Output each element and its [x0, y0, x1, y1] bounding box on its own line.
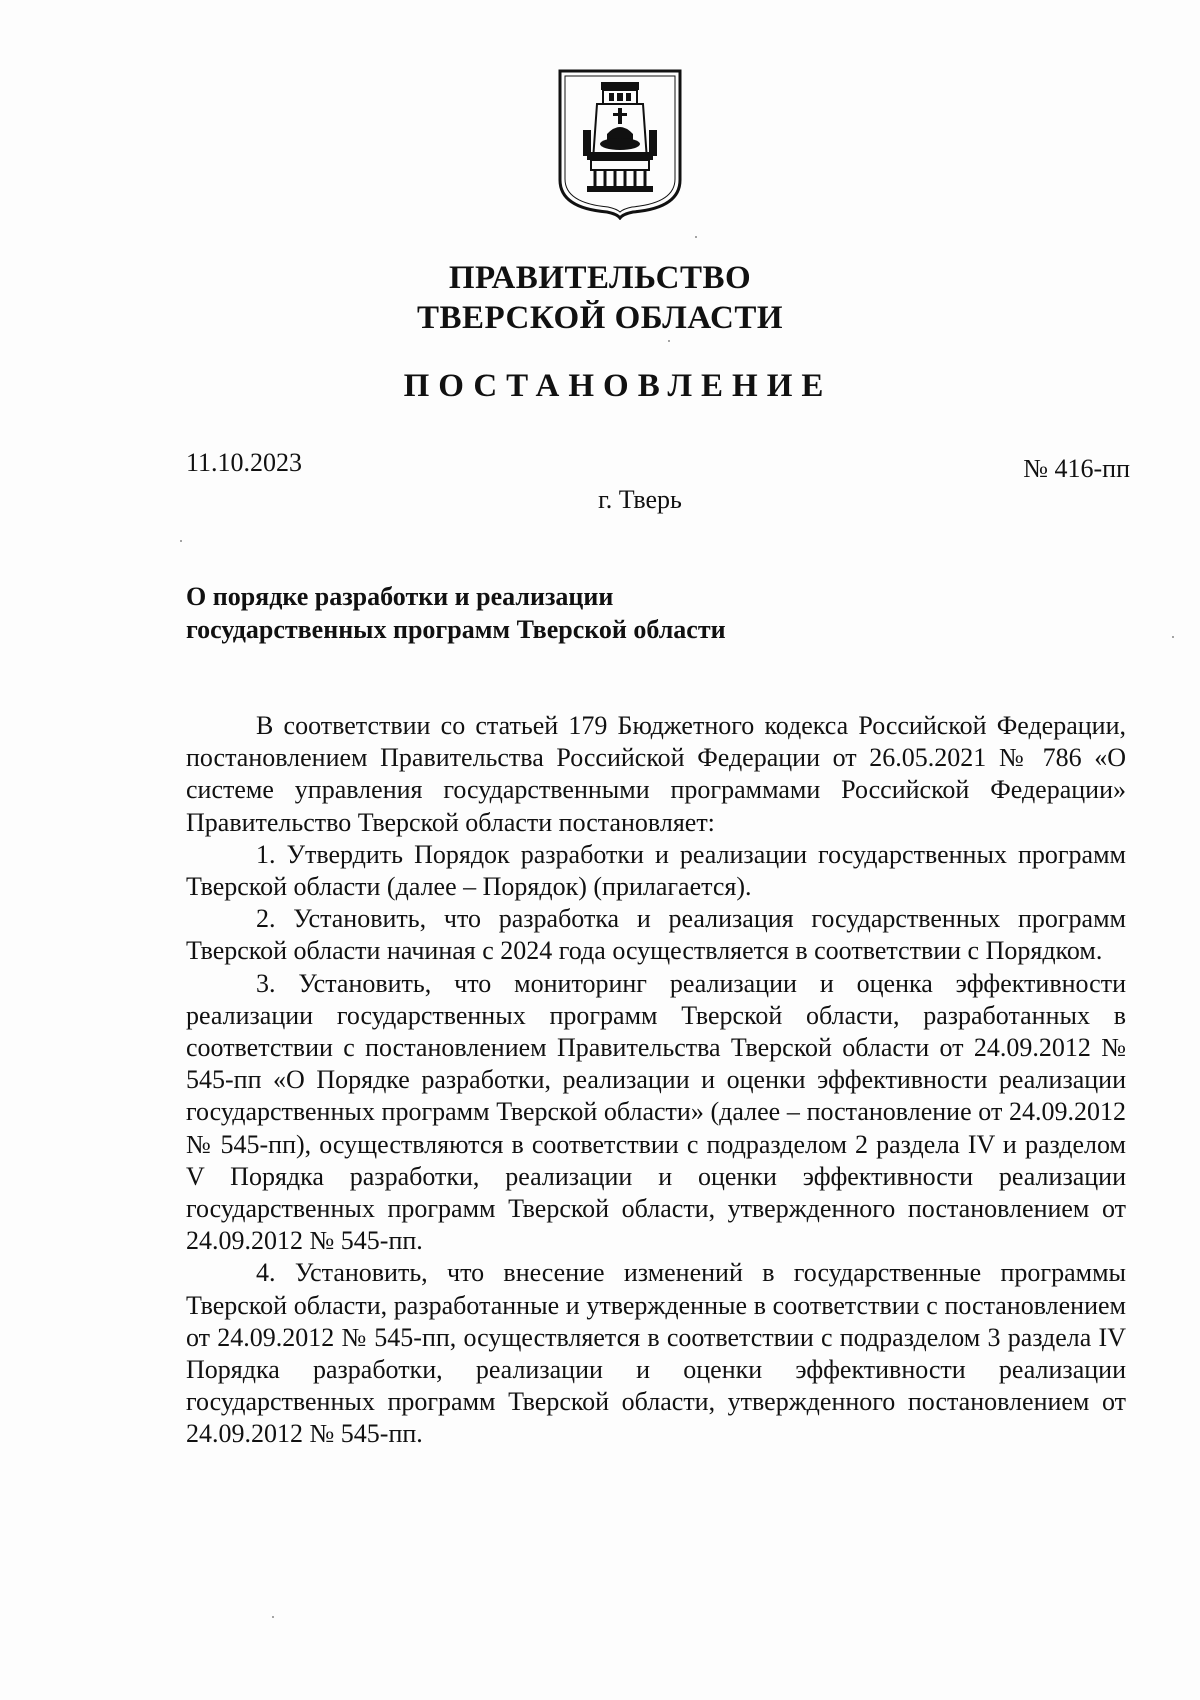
government-title-line1: ПРАВИТЕЛЬСТВО: [448, 260, 752, 296]
clause-3-paragraph: 3. Установить, что мониторинг реализации и оценка эффективности реализации государственных программ Тверской области, разработанных в соответствии с постановлением Правительства Тверской области от 24.09.2012 № 545-пп «О Порядке разработки, реализации и оценки эффективности реализации государственных программ Тверской области» (далее – постановление от 24.09.2012 № 545-пп), осуществляются в соответствии с подразделом 2 раздела IV и разделом V Порядка разработки, реализации и оценки эффективности реализации государственных программ Тверской области, утвержденного постановлением от 24.09.2012 № 545-пп.: [186, 968, 1126, 1256]
subject-line1: О порядке разработки и реализации: [186, 582, 614, 611]
document-number: № 416-пп: [1023, 454, 1130, 483]
scan-speck: [180, 540, 182, 542]
document-city: г. Тверь: [598, 485, 682, 514]
government-title-line2: ТВЕРСКОЙ ОБЛАСТИ: [416, 300, 784, 336]
scan-speck: [695, 236, 697, 238]
scan-speck: [1172, 636, 1174, 638]
subject-line2: государственных программ Тверской области: [186, 615, 726, 644]
preamble-paragraph: В соответствии со статьей 179 Бюджетного кодекса Российской Федерации, постановлением Правительства Российской Федерации от 26.05.2021 № 786 «О системе управления государственными программами Российской Федерации» Правительство Тверской области постановляет:: [186, 711, 1126, 837]
clause-4-paragraph: 4. Установить, что внесение изменений в государственные программы Тверской области, разработанные и утвержденные в соответствии с постановлением от 24.09.2012 № 545-пп, осуществляется в соответствии с подразделом 3 раздела IV Порядка разработки, реализации и оценки эффективности реализации государственных программ Тверской области, утвержденного постановлением от 24.09.2012 № 545-пп.: [186, 1258, 1126, 1449]
scan-speck: [668, 340, 670, 342]
government-title: [0, 258, 1200, 338]
clause-2-paragraph: 2. Установить, что разработка и реализация государственных программ Тверской области начиная с 2024 года осуществляется в соответствии с Порядком.: [186, 904, 1126, 966]
document-body: [186, 710, 1126, 1451]
document-type: ПОСТАНОВЛЕНИЕ: [403, 368, 833, 404]
document-date: 11.10.2023: [186, 448, 303, 477]
document-subject: [186, 580, 726, 646]
tver-coat-of-arms-icon: [557, 68, 683, 220]
scan-speck: [272, 1616, 274, 1618]
clause-1-paragraph: 1. Утвердить Порядок разработки и реализации государственных программ Тверской области (далее – Порядок) (прилагается).: [186, 839, 1126, 902]
